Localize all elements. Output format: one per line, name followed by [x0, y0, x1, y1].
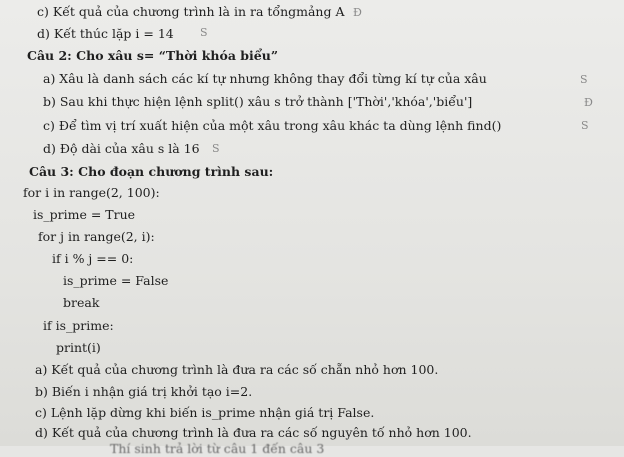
statement-2d: d) Độ dài của xâu s là 16 [43, 141, 200, 156]
statement-1c: c) Kết quả của chương trình là in ra tổngmảng A [37, 4, 345, 19]
code-line-2: is_prime = True [33, 207, 136, 222]
code-line-3: for j in range(2, i): [38, 229, 155, 244]
question-2-heading: Câu 2: Cho xâu s= “Thời khóa biểu” [27, 48, 279, 63]
code-line-4: if i % j == 0: [52, 251, 134, 266]
handwritten-mark-2a: S [580, 73, 588, 86]
statement-3d: d) Kết quả của chương trình là đưa ra các số nguyên tố nhỏ hơn 100. [35, 425, 472, 440]
statement-1d: d) Kết thúc lặp i = 14 [37, 26, 174, 41]
statement-2c: c) Để tìm vị trí xuất hiện của một xâu trong xâu khác ta dùng lệnh find() [43, 118, 502, 133]
code-line-7: if is_prime: [43, 318, 114, 333]
statement-3a: a) Kết quả của chương trình là đưa ra các số chẵn nhỏ hơn 100. [35, 362, 439, 377]
code-line-8: print(i) [56, 340, 101, 355]
handwritten-mark-1c: Đ [353, 6, 362, 19]
statement-2b: b) Sau khi thực hiện lệnh split() xâu s trở thành ['Thời','khóa','biểu'] [43, 94, 473, 109]
handwritten-mark-1d: S [200, 26, 208, 39]
code-line-5: is_prime = False [63, 273, 169, 288]
handwritten-mark-2c: S [581, 119, 589, 132]
question-3-heading: Câu 3: Cho đoạn chương trình sau: [29, 164, 274, 179]
handwritten-mark-2b: Đ [584, 96, 593, 109]
code-line-1: for i in range(2, 100): [23, 185, 160, 200]
statement-3c: c) Lệnh lặp dừng khi biến is_prime nhận giá trị False. [35, 405, 375, 420]
code-line-6: break [63, 295, 100, 310]
statement-3b: b) Biến i nhận giá trị khởi tạo i=2. [35, 384, 253, 399]
statement-2a: a) Xâu là danh sách các kí tự nhưng không thay đổi từng kí tự của xâu [43, 71, 487, 86]
handwritten-mark-2d: S [212, 142, 220, 155]
cut-off-instruction: Thí sinh trả lời từ câu 1 đến câu 3 [110, 441, 325, 456]
